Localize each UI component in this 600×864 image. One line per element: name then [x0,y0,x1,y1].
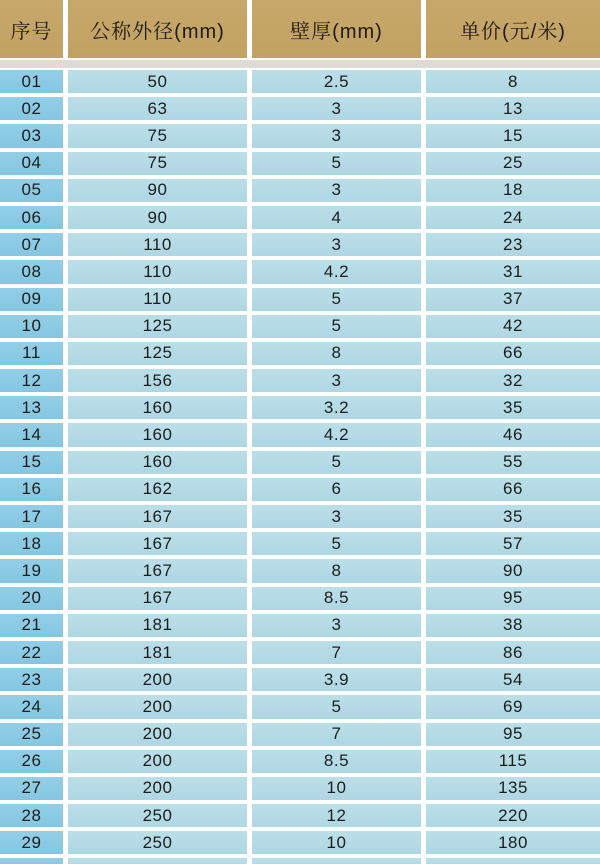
cell-serial-number: 03 [0,124,63,147]
cell-serial-number: 29 [0,831,63,854]
cell-unit-price: 115 [426,750,600,773]
cell-serial-number: 08 [0,260,63,283]
table-row [0,288,600,311]
cell-serial-number: 07 [0,233,63,256]
cell-serial-number: 02 [0,97,63,120]
cell-unit-price: 95 [426,723,600,746]
cell-serial-number: 17 [0,505,63,528]
table-row [0,206,600,229]
cell-unit-price: 32 [426,369,600,392]
cell-unit-price: 90 [426,559,600,582]
cell-empty [68,858,247,864]
cell-outer-diameter: 200 [68,723,247,746]
table-row [0,451,600,474]
cell-outer-diameter: 162 [68,478,247,501]
cell-serial-number: 23 [0,668,63,691]
table-row [0,668,600,691]
cell-wall-thickness: 5 [252,532,421,555]
cell-serial-number: 04 [0,152,63,175]
cell-wall-thickness: 3 [252,233,421,256]
cell-unit-price: 69 [426,695,600,718]
cell-serial-number: 11 [0,342,63,365]
header-separator [0,60,600,68]
header-cell-unit-price: 单价(元/米) [426,0,600,58]
cell-serial-number: 19 [0,559,63,582]
table-row [0,505,600,528]
cell-wall-thickness: 10 [252,777,421,800]
cell-wall-thickness: 3 [252,179,421,202]
cell-wall-thickness: 4 [252,206,421,229]
cell-unit-price: 35 [426,396,600,419]
cell-unit-price: 95 [426,587,600,610]
cell-unit-price: 86 [426,641,600,664]
cell-outer-diameter: 50 [68,70,247,93]
cell-wall-thickness: 5 [252,451,421,474]
cell-wall-thickness: 4.2 [252,260,421,283]
cell-outer-diameter: 75 [68,124,247,147]
cell-unit-price: 135 [426,777,600,800]
cell-serial-number: 24 [0,695,63,718]
cell-empty [0,858,63,864]
table-header-row [0,0,600,58]
cell-outer-diameter: 125 [68,342,247,365]
cell-unit-price: 46 [426,423,600,446]
cell-unit-price: 24 [426,206,600,229]
cell-serial-number: 25 [0,723,63,746]
cell-unit-price: 15 [426,124,600,147]
table-row [0,396,600,419]
cell-serial-number: 01 [0,70,63,93]
cell-outer-diameter: 181 [68,614,247,637]
cell-outer-diameter: 167 [68,505,247,528]
cell-unit-price: 13 [426,97,600,120]
cell-wall-thickness: 8.5 [252,587,421,610]
cell-serial-number: 26 [0,750,63,773]
cell-serial-number: 09 [0,288,63,311]
cell-unit-price: 66 [426,478,600,501]
cell-outer-diameter: 90 [68,206,247,229]
cell-empty [426,858,600,864]
cell-wall-thickness: 5 [252,152,421,175]
cell-empty [252,858,421,864]
table-row-partial [0,858,600,864]
table-row [0,777,600,800]
cell-outer-diameter: 160 [68,396,247,419]
table-row [0,124,600,147]
cell-unit-price: 35 [426,505,600,528]
cell-unit-price: 42 [426,315,600,338]
cell-unit-price: 25 [426,152,600,175]
cell-wall-thickness: 5 [252,695,421,718]
cell-outer-diameter: 250 [68,804,247,827]
table-row [0,97,600,120]
cell-unit-price: 23 [426,233,600,256]
cell-serial-number: 10 [0,315,63,338]
table-row [0,723,600,746]
cell-unit-price: 54 [426,668,600,691]
cell-wall-thickness: 3.2 [252,396,421,419]
cell-outer-diameter: 75 [68,152,247,175]
table-row [0,152,600,175]
cell-unit-price: 220 [426,804,600,827]
cell-unit-price: 37 [426,288,600,311]
cell-serial-number: 15 [0,451,63,474]
cell-serial-number: 22 [0,641,63,664]
table-row [0,641,600,664]
cell-outer-diameter: 200 [68,668,247,691]
cell-unit-price: 8 [426,70,600,93]
table-row [0,695,600,718]
table-row [0,315,600,338]
cell-outer-diameter: 125 [68,315,247,338]
table-row [0,831,600,854]
cell-outer-diameter: 90 [68,179,247,202]
header-cell-outer-diameter: 公称外径(mm) [68,0,247,58]
cell-outer-diameter: 200 [68,695,247,718]
cell-wall-thickness: 7 [252,723,421,746]
cell-wall-thickness: 7 [252,641,421,664]
cell-serial-number: 28 [0,804,63,827]
cell-outer-diameter: 167 [68,587,247,610]
table-row [0,804,600,827]
cell-serial-number: 05 [0,179,63,202]
table-row [0,587,600,610]
cell-outer-diameter: 156 [68,369,247,392]
cell-outer-diameter: 110 [68,288,247,311]
cell-unit-price: 180 [426,831,600,854]
header-cell-serial-number: 序号 [0,0,63,58]
cell-unit-price: 18 [426,179,600,202]
cell-outer-diameter: 200 [68,777,247,800]
cell-outer-diameter: 200 [68,750,247,773]
cell-serial-number: 12 [0,369,63,392]
cell-unit-price: 55 [426,451,600,474]
cell-outer-diameter: 63 [68,97,247,120]
cell-wall-thickness: 3.9 [252,668,421,691]
table-row [0,532,600,555]
cell-outer-diameter: 250 [68,831,247,854]
table-row [0,423,600,446]
cell-wall-thickness: 3 [252,614,421,637]
table-row [0,614,600,637]
cell-wall-thickness: 2.5 [252,70,421,93]
cell-wall-thickness: 5 [252,288,421,311]
cell-outer-diameter: 167 [68,532,247,555]
cell-unit-price: 57 [426,532,600,555]
cell-wall-thickness: 4.2 [252,423,421,446]
cell-unit-price: 38 [426,614,600,637]
table-row [0,233,600,256]
cell-serial-number: 13 [0,396,63,419]
cell-outer-diameter: 160 [68,423,247,446]
cell-serial-number: 14 [0,423,63,446]
table-row [0,750,600,773]
cell-outer-diameter: 167 [68,559,247,582]
cell-outer-diameter: 110 [68,233,247,256]
cell-wall-thickness: 8.5 [252,750,421,773]
cell-wall-thickness: 3 [252,369,421,392]
cell-serial-number: 20 [0,587,63,610]
cell-serial-number: 21 [0,614,63,637]
cell-wall-thickness: 6 [252,478,421,501]
cell-unit-price: 31 [426,260,600,283]
table-row [0,559,600,582]
cell-wall-thickness: 5 [252,315,421,338]
table-row [0,369,600,392]
table-row [0,70,600,93]
cell-outer-diameter: 181 [68,641,247,664]
cell-outer-diameter: 160 [68,451,247,474]
table-row [0,260,600,283]
cell-wall-thickness: 3 [252,505,421,528]
table-body [0,70,600,864]
cell-serial-number: 16 [0,478,63,501]
cell-unit-price: 66 [426,342,600,365]
cell-serial-number: 27 [0,777,63,800]
header-cell-wall-thickness: 壁厚(mm) [252,0,421,58]
cell-outer-diameter: 110 [68,260,247,283]
cell-wall-thickness: 8 [252,559,421,582]
cell-wall-thickness: 3 [252,97,421,120]
cell-wall-thickness: 3 [252,124,421,147]
cell-serial-number: 18 [0,532,63,555]
table-row [0,179,600,202]
cell-wall-thickness: 10 [252,831,421,854]
table-row [0,478,600,501]
cell-wall-thickness: 12 [252,804,421,827]
cell-serial-number: 06 [0,206,63,229]
cell-wall-thickness: 8 [252,342,421,365]
table-row [0,342,600,365]
